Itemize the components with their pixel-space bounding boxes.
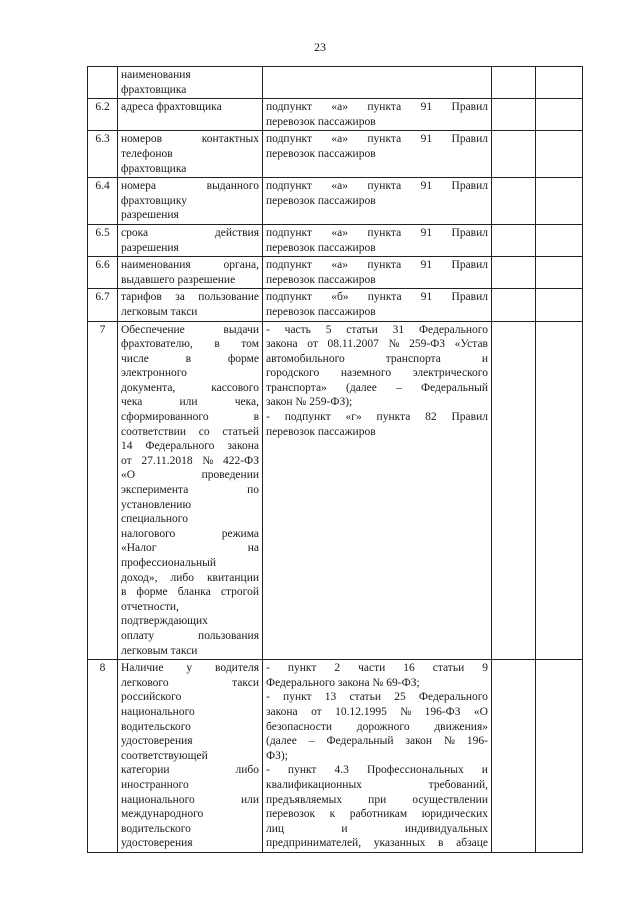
requirement-line: числе в форме: [121, 352, 259, 365]
requirement-cell: [118, 67, 263, 99]
requirement-line: «О проведении: [121, 469, 259, 482]
requirement-line: тарифов за пользование: [121, 291, 259, 304]
requirement-line: легкового такси: [121, 676, 259, 689]
empty-cell: [536, 257, 583, 289]
legal-basis-cell: [263, 67, 492, 99]
legal-basis-line: перевозок пассажиров: [266, 273, 376, 286]
requirement-line: чека или чека,: [121, 396, 259, 409]
table-row: [88, 660, 583, 853]
requirement-line: выдавшего разрешение: [121, 273, 236, 286]
legal-basis-line: - пункт 4.3 Профессиональных и: [266, 764, 488, 777]
empty-cell: [536, 131, 583, 178]
requirement-line: «Налог на: [121, 542, 259, 555]
requirement-line: национального: [121, 705, 195, 718]
requirement-line: сформированного в: [121, 411, 259, 424]
legal-basis-line: перевозок пассажиров: [266, 147, 376, 160]
legal-basis-line: перевозок пассажиров: [266, 425, 376, 438]
requirement-line: легковым такси: [121, 305, 198, 318]
row-number: 6.3: [88, 131, 118, 178]
table-row: [88, 131, 583, 178]
requirement-line: соответствии со статьей: [121, 425, 259, 438]
requirement-line: номера выданного: [121, 180, 259, 193]
requirement-line: удостоверения: [121, 735, 193, 748]
legal-basis-line: подпункт «б» пункта 91 Правил: [266, 291, 488, 304]
legal-basis-line: перевозок пассажиров: [266, 241, 376, 254]
legal-basis-line: подпункт «а» пункта 91 Правил: [266, 259, 488, 272]
empty-cell: [536, 67, 583, 99]
requirement-line: специального: [121, 513, 188, 526]
requirement-line: фрахтовщику: [121, 194, 188, 207]
requirement-cell: [118, 257, 263, 289]
requirement-line: легковым такси: [121, 644, 198, 657]
requirement-line: иностранного: [121, 778, 189, 791]
row-number: 6.5: [88, 224, 118, 256]
legal-basis-line: автомобильного транспорта и: [266, 352, 488, 365]
legal-basis-line: - пункт 13 статьи 25 Федерального: [266, 691, 488, 704]
requirement-line: фрахтователю, в том: [121, 338, 259, 351]
requirement-cell: [118, 178, 263, 225]
requirement-cell: [118, 321, 263, 660]
requirement-line: подтверждающих: [121, 615, 208, 628]
legal-basis-line: подпункт «а» пункта 91 Правил: [266, 133, 488, 146]
requirement-line: документа, кассового: [121, 381, 259, 394]
table-body: [88, 67, 583, 853]
requirement-line: эксперимента по: [121, 484, 259, 497]
empty-cell: [492, 224, 536, 256]
table-row: [88, 257, 583, 289]
requirement-line: водительского: [121, 822, 191, 835]
empty-cell: [536, 289, 583, 321]
legal-basis-line: перевозок пассажиров: [266, 115, 376, 128]
page-number: 23: [314, 40, 326, 54]
requirement-line: телефонов: [121, 147, 173, 160]
empty-cell: [536, 660, 583, 853]
row-number: [88, 67, 118, 99]
empty-cell: [492, 178, 536, 225]
legal-basis-line: ФЗ);: [266, 749, 288, 762]
requirement-line: разрешения: [121, 209, 179, 222]
requirement-line: отчетности,: [121, 600, 179, 613]
table-row: [88, 321, 583, 660]
empty-cell: [536, 178, 583, 225]
requirement-line: категории либо: [121, 764, 259, 777]
empty-cell: [536, 99, 583, 131]
empty-cell: [492, 131, 536, 178]
legal-basis-cell: [263, 99, 492, 131]
legal-basis-line: транспорта» (далее – Федеральный: [266, 381, 488, 394]
requirement-line: фрахтовщика: [121, 162, 187, 175]
requirement-cell: [118, 99, 263, 131]
requirement-line: национального или: [121, 793, 259, 806]
legal-basis-line: (далее – Федеральный закон № 196-: [266, 735, 488, 748]
requirement-cell: [118, 131, 263, 178]
legal-basis-line: - часть 5 статьи 31 Федерального: [266, 323, 488, 336]
legal-basis-cell: [263, 224, 492, 256]
requirement-cell: [118, 289, 263, 321]
empty-cell: [492, 289, 536, 321]
empty-cell: [536, 224, 583, 256]
requirement-line: 14 Федерального закона: [121, 440, 259, 453]
requirement-line: налогового режима: [121, 527, 259, 540]
legal-basis-line: подпункт «а» пункта 91 Правил: [266, 180, 488, 193]
table-row: [88, 224, 583, 256]
requirement-line: удостоверения: [121, 837, 193, 850]
legal-basis-line: подпункт «а» пункта 91 Правил: [266, 101, 488, 114]
requirement-cell: [118, 660, 263, 853]
legal-basis-line: лиц и индивидуальных: [266, 822, 488, 835]
empty-cell: [492, 321, 536, 660]
legal-basis-cell: [263, 178, 492, 225]
empty-cell: [536, 321, 583, 660]
requirement-cell: [118, 224, 263, 256]
requirement-line: разрешения: [121, 241, 179, 254]
row-number: 8: [88, 660, 118, 853]
requirement-line: фрахтовщика: [121, 83, 187, 96]
requirement-line: водительского: [121, 720, 191, 733]
table-row: [88, 178, 583, 225]
legal-basis-line: - подпункт «г» пункта 82 Правил: [266, 411, 488, 424]
table-row: [88, 99, 583, 131]
legal-basis-line: безопасности дорожного движения»: [266, 720, 488, 733]
requirement-line: доход», либо квитанции: [121, 571, 259, 584]
requirements-table: [87, 66, 583, 853]
requirement-line: в форме бланка строгой: [121, 586, 259, 599]
legal-basis-cell: [263, 321, 492, 660]
empty-cell: [492, 99, 536, 131]
empty-cell: [492, 67, 536, 99]
requirement-line: номеров контактных: [121, 133, 259, 146]
legal-basis-cell: [263, 131, 492, 178]
legal-basis-cell: [263, 257, 492, 289]
legal-basis-line: закон № 259-ФЗ);: [266, 396, 353, 409]
table-row: [88, 67, 583, 99]
legal-basis-line: городского наземного электрического: [266, 367, 488, 380]
legal-basis-line: закона от 10.12.1995 № 196-ФЗ «О: [266, 705, 488, 718]
requirement-line: установлению: [121, 498, 192, 511]
row-number: 6.7: [88, 289, 118, 321]
requirement-line: электронного: [121, 367, 187, 380]
legal-basis-cell: [263, 289, 492, 321]
legal-basis-line: квалификационных требований,: [266, 778, 488, 791]
requirement-line: наименования органа,: [121, 259, 259, 272]
requirement-line: профессиональный: [121, 557, 216, 569]
table-row: [88, 289, 583, 321]
empty-cell: [492, 660, 536, 853]
legal-basis-line: перевозок пассажиров: [266, 305, 376, 318]
requirement-line: соответствующей: [121, 749, 208, 762]
legal-basis-line: подпункт «а» пункта 91 Правил: [266, 226, 488, 239]
requirement-line: срока действия: [121, 226, 259, 239]
requirement-line: адреса фрахтовщика: [121, 101, 222, 114]
legal-basis-line: предпринимателей, указанных в абзаце: [266, 837, 488, 850]
legal-basis-line: перевозок пассажиров: [266, 194, 376, 207]
legal-basis-cell: [263, 660, 492, 853]
legal-basis-line: Федерального закона № 69-ФЗ;: [266, 676, 420, 689]
legal-basis-line: - пункт 2 части 16 статьи 9: [266, 662, 488, 675]
requirement-line: наименования: [121, 69, 191, 81]
row-number: 7: [88, 321, 118, 660]
requirement-line: от 27.11.2018 № 422-ФЗ: [121, 454, 259, 467]
requirement-line: Обеспечение выдачи: [121, 323, 259, 336]
legal-basis-line: перевозок к работникам юридических: [266, 808, 488, 821]
requirement-line: российского: [121, 691, 182, 704]
row-number: 6.6: [88, 257, 118, 289]
requirement-line: Наличие у водителя: [121, 662, 259, 675]
legal-basis-line: закона от 08.11.2007 № 259-ФЗ «Устав: [266, 338, 488, 351]
row-number: 6.2: [88, 99, 118, 131]
legal-basis-line: предъявляемых при осуществлении: [266, 793, 488, 806]
requirement-line: оплату пользования: [121, 629, 259, 642]
requirement-line: международного: [121, 808, 204, 821]
row-number: 6.4: [88, 178, 118, 225]
empty-cell: [492, 257, 536, 289]
